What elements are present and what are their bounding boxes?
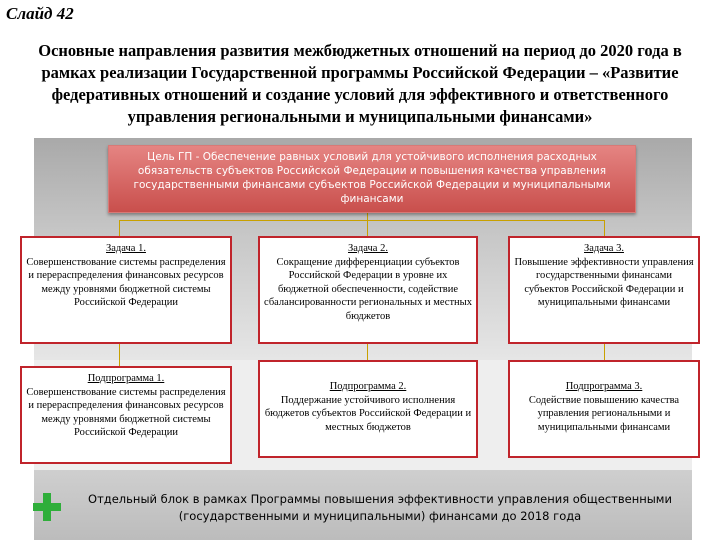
task-box-3 [508, 236, 700, 344]
task-text-2: Сокращение дифференциации субъектов Российской Федерации в уровне их бюджетной обеспеченности, содействие сбалансированности региональных и местных бюджетов [264, 256, 472, 322]
connector-task1-sub1 [119, 344, 120, 366]
task-heading-1: Задача 1. [106, 243, 146, 254]
task-heading-3: Задача 3. [584, 243, 624, 254]
connector-goal-tasks [119, 220, 604, 221]
task-text-1: Совершенствование системы распределения и перераспределения финансовых ресурсов между уровнями бюджетной системы Российской Федерации [26, 256, 226, 308]
task-text-3: Повышение эффективности управления государственными финансами субъектов Российской Федерации и муниципальными финансами [514, 256, 694, 308]
goal-box: Цель ГП - Обеспечение равных условий для устойчивого исполнения расходных обязательств субъектов Российской Федерации и повышения качества управления государственными финансами субъектов Российской Федерации и муниципальными финансами [108, 145, 636, 213]
page-title: Основные направления развития межбюджетных отношений на период до 2020 года в рамках реализации Государственной программы Российской Федерации – «Развитие федеративных отношений и создание условий для эффективного и ответственного управления региональными и муниципальными финансами» [38, 41, 682, 126]
connector-task2-sub2 [367, 344, 368, 360]
connector-task2-top [367, 213, 368, 236]
subprogram-box-3 [508, 360, 700, 458]
subprogram-text-2: Поддержание устойчивого исполнения бюджетов субъектов Российской Федерации и местных бюджетов [264, 394, 472, 433]
subprogram-text-3: Содействие повышению качества управления региональными и муниципальными финансами [528, 394, 680, 433]
task-box-1 [20, 236, 232, 344]
subprogram-box-2 [258, 360, 478, 458]
task-heading-2: Задача 2. [348, 243, 388, 254]
subprogram-heading-1: Подпрограмма 1. [87, 373, 165, 384]
footer-note: Отдельный блок в рамках Программы повышения эффективности управления общественными (государственными и муниципальными) финансами до 2018 года [88, 492, 672, 523]
slide-label: Слайд 42 [6, 4, 74, 23]
connector-task1-top [119, 220, 120, 236]
connector-task3-top [604, 220, 605, 236]
subprogram-text-1: Совершенствование системы распределения и перераспределения финансовых ресурсов между уровнями бюджетной системы Российской Федерации [26, 386, 226, 438]
subprogram-heading-2: Подпрограмма 2. [329, 381, 407, 392]
subprogram-heading-3: Подпрограмма 3. [565, 381, 643, 392]
task-box-2 [258, 236, 478, 344]
subprogram-box-1 [20, 366, 232, 464]
connector-task3-sub3 [604, 344, 605, 360]
